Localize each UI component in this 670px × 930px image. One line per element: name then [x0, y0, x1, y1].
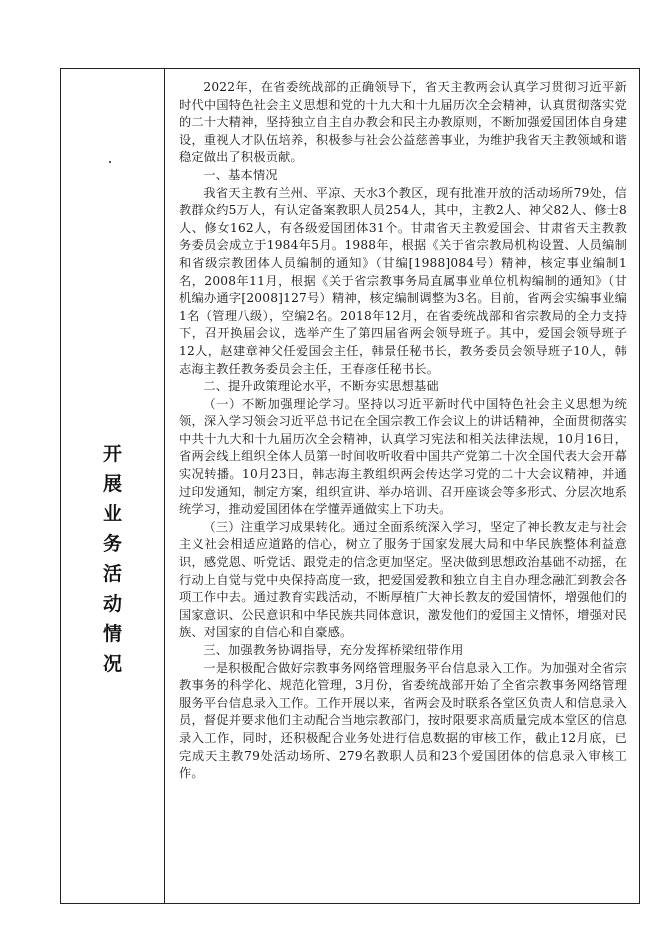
section-label-char: 况: [102, 653, 122, 675]
content-cell: [165, 69, 639, 903]
section-heading: 一、基本情况: [203, 167, 278, 182]
study-results-paragraph: （三）注重学习成果转化。通过全面系统深入学习，坚定了神长教友走与社会主义社会相适应道路的信心，树立了服务于国家发展大局和中华民族整体利益意识，感党恩、听党话、跟党走的信念更加坚定。坚决做到思想政治基础不动摇，在行动上自觉与党中央保持高度一致，把爱国爱教和独立自主自办理念融汇到教会各项工作中去。通过教育实践活动，不断厚植广大神长教友的爱国情怀，增强他们的国家意识、公民意识和中华民族共同体意识，激发他们的爱国主义情怀，增强对民族、对国家的自信心和自豪感。: [179, 519, 627, 640]
document-table: [60, 68, 640, 904]
label-column: [61, 69, 165, 903]
info-entry-paragraph: 一是积极配合做好宗教事务网络管理服务平台信息录入工作。为加强对全省宗教事务的科学化、规范化管理，3月份，省委统战部开始了全省宗教事务网络管理服务平台信息录入工作。工作开展以来，省两会及时联系各堂区负责人和信息录入员，督促并要求他们主动配合当地宗教部门，按时限要求高质量完成本堂区的信息录入工作，同时，还积极配合业务处进行信息数据的审核工作，截止12月底，已完成天主教79处活动场所、279名教职人员和23个爱国团体的信息录入审核工作。: [179, 660, 627, 781]
section-heading: 二、提升政策理论水平，不断夯实思想基础: [203, 379, 439, 394]
section-label-char: 展: [102, 473, 122, 495]
section-label-char: 务: [102, 533, 122, 555]
section-label-char: 动: [102, 593, 122, 615]
section-label-char: 开: [102, 443, 122, 465]
section-label-char: 活: [102, 563, 122, 585]
section-label-char: 情: [102, 623, 122, 645]
section-label-char: 业: [102, 503, 122, 525]
section-label: [61, 439, 164, 679]
theory-study-paragraph: （一）不断加强理论学习。坚持以习近平新时代中国特色社会主义思想为统领，深入学习领会习近平总书记在全国宗教工作会议上的讲话精神，全面贯彻落实中共十九大和十九届历次全会精神，认真学习宪法和相关法律法规，10月16日，省两会线上组织全体人员第一时间收听收看中国共产党第二十次全国代表大会开幕实况转播。10月23日，韩志海主教组织两会传达学习党的二十大会议精神，并通过印发通知，制定方案，组织宣讲、举办培训、召开座谈会等多形式、分层次地系统学习，推动爱国团体在学懂弄通做实上下功夫。: [179, 396, 627, 517]
intro-paragraph: 2022年，在省委统战部的正确领导下，省天主教两会认真学习贯彻习近平新时代中国特色社会主义思想和党的十九大和十九届历次全会精神，认真贯彻落实党的二十大精神，坚持独立自主自办教会和民主办教原则，不断加强爱国团体自身建设，重视人才队伍培养，积极参与社会公益慈善事业，为维护我省天主教领域和谐稳定做出了积极贡献。: [179, 80, 627, 165]
stray-mark: [109, 161, 111, 163]
basic-info-paragraph: 我省天主教有兰州、平凉、天水3个教区，现有批准开放的活动场所79处，信教群众约5万人，有认定备案教职人员254人，其中，主教2人、神父82人、修士8人、修女162人，有各级爱国团体31个。甘肃省天主教爱国会、甘肃省天主教教务委员会成立于1984年5月。1988年，根据《关于省宗教局机构设置、人员编制和省级宗教团体人员编制的通知》（甘编[1988]084号）精神，核定事业编制1名，2008年11月，根据《关于省宗教事务局直属事业单位机构编制的通知》（甘机编办通字[2008]127号）精神，核定编制调整为3名。目前，省两会实编事业编1名（管理八级），空编2名。2018年12月，在省委统战部和省宗教局的全力支持下，召开换届会议，选举产生了第四届省两会领导班子。其中，爱国会领导班子12人，赵建章神父任爱国会主任，韩景任秘书长，教务委员会领导班子10人，韩志海主教任教务委员会主任，王春彦任秘书长。: [179, 185, 627, 376]
section-heading: 三、加强教务协调指导，充分发挥桥梁纽带作用: [203, 643, 464, 657]
